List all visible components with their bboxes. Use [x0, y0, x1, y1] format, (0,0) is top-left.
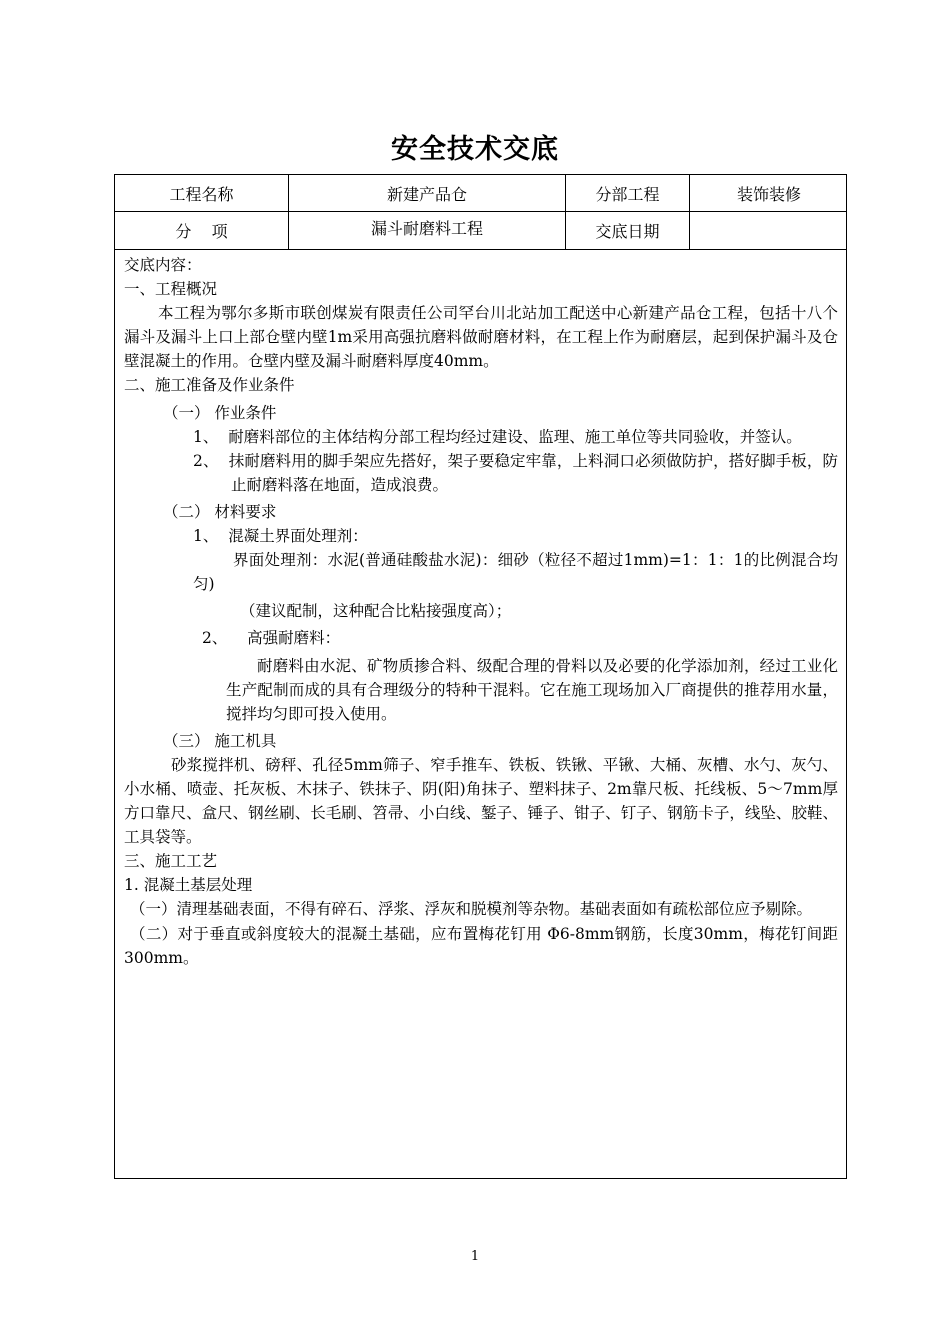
division-label: 分部工程: [565, 175, 689, 211]
section-2-3-body: 砂浆搅拌机、磅秤、孔径5mm筛子、窄手推车、铁板、铁锹、平锹、大桶、灰槽、水勺、灰勺、小水桶、喷壶、托灰板、木抹子、铁抹子、阴(阳)角抹子、塑料抹子、2m靠尺板、托线板、5～7mm厚方口靠尺、盒尺、钢丝刷、长毛刷、笤帚、小白线、錾子、锤子、钳子、钉子、钢筋卡子，线坠、胶鞋、工具袋等。: [124, 755, 838, 847]
section-1-body: 本工程为鄂尔多斯市联创煤炭有限责任公司罕台川北站加工配送中心新建产品仓工程，包括十八个漏斗及漏斗上口上部仓壁内壁1m采用高强抗磨料做耐磨材料，在工程上作为耐磨层，起到保护漏斗及仓壁混凝土的作用。仓壁内壁及漏斗耐磨料厚度40mm。: [124, 304, 838, 371]
section-2-2-item-1-body: 界面处理剂：水泥(普通硅酸盐水泥)：细砂（粒径不超过1mm)=1：1：1的比例混合均匀): [193, 551, 838, 594]
disclosure-form: [114, 174, 847, 1179]
disclosure-content: [115, 250, 846, 970]
page-number: 1: [470, 1249, 480, 1264]
section-3-1-item-2: （二）对于垂直或斜度较大的混凝土基础，应布置梅花钉用 Φ6-8mm钢筋，长度30mm，梅花钉间距300mm。: [124, 924, 838, 967]
content-intro: 交底内容：: [124, 256, 202, 274]
section-2-2-item-1: 1、 混凝土界面处理剂：: [193, 527, 368, 546]
section-2-2-item-1-note: （建议配制，这种配合比粘接强度高）；: [240, 602, 512, 621]
item-value: 漏斗耐磨料工程: [288, 211, 565, 249]
section-2-1-heading: （一） 作业条件: [163, 403, 277, 422]
date-value: [689, 211, 848, 249]
date-label: 交底日期: [565, 211, 689, 249]
header-row-1: [115, 175, 846, 212]
item-label-text: 分 项: [175, 221, 228, 241]
section-3-1-heading: 1. 混凝土基层处理: [124, 876, 253, 895]
section-2-2-item-2: 2、 高强耐磨料：: [202, 629, 341, 648]
project-name-value: 新建产品仓: [288, 175, 565, 211]
header-row-2: [115, 211, 846, 250]
section-3-heading: 三、施工工艺: [124, 852, 218, 871]
section-2-1-item-1: 1、 耐磨料部位的主体结构分部工程均经过建设、监理、施工单位等共同验收，并签认。: [193, 427, 802, 446]
section-2-2-heading: （二） 材料要求: [163, 502, 277, 521]
section-2-1-item-2: 2、 抹耐磨料用的脚手架应先搭好，架子要稳定牢靠，上料洞口必须做防护，搭好脚手板，防止耐磨料落在地面，造成浪费。: [193, 451, 838, 494]
section-2-heading: 二、施工准备及作业条件: [124, 376, 295, 395]
division-value: 装饰装修: [689, 175, 848, 211]
project-name-label: 工程名称: [169, 184, 234, 204]
section-3-1-item-1: （一）清理基础表面，不得有碎石、浮浆、浮灰和脱模剂等杂物。基础表面如有疏松部位应予剔除。: [130, 900, 813, 919]
section-2-3-heading: （三） 施工机具: [163, 731, 277, 750]
document-title: 安全技术交底: [391, 134, 559, 165]
section-1-heading: 一、工程概况: [124, 280, 218, 299]
section-2-2-item-2-body: 耐磨料由水泥、矿物质掺合料、级配合理的骨料以及必要的化学添加剂，经过工业化生产配制而成的具有合理级分的特种干混料。它在施工现场加入厂商提供的推荐用水量，搅拌均匀即可投入使用。: [226, 656, 838, 723]
item-label: [115, 211, 288, 249]
